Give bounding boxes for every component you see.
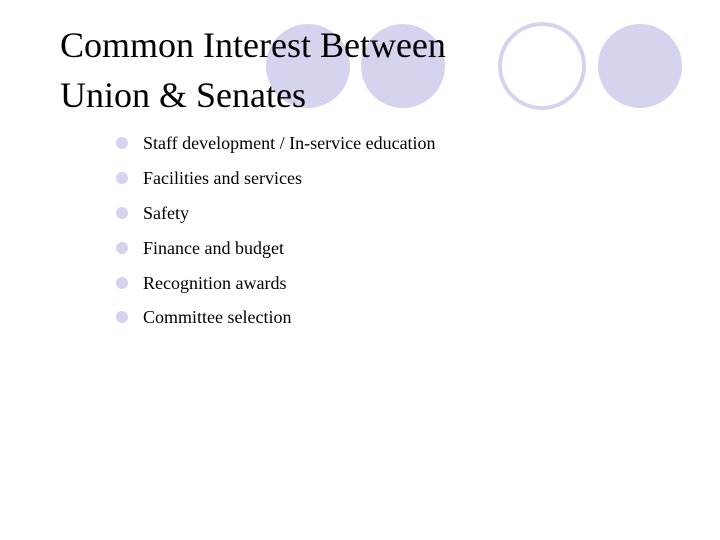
decor-circle-outline-1 xyxy=(500,24,584,108)
bullet-item xyxy=(116,196,436,231)
bullet-icon xyxy=(116,311,128,323)
bullet-item xyxy=(116,230,436,265)
bullet-item xyxy=(116,161,436,196)
slide-title xyxy=(60,20,500,120)
bullet-item xyxy=(116,300,436,335)
decor-circle-filled-3 xyxy=(598,24,682,108)
bullet-icon xyxy=(116,207,128,219)
slide-title-line-2: Union & Senates xyxy=(60,75,306,115)
bullet-icon xyxy=(116,137,128,149)
bullet-icon xyxy=(116,277,128,289)
bullet-item xyxy=(116,265,436,300)
bullet-list xyxy=(116,126,436,335)
slide-title-line-1: Common Interest Between xyxy=(60,25,446,65)
bullet-text: Safety xyxy=(143,202,189,223)
bullet-icon xyxy=(116,172,128,184)
bullet-text: Committee selection xyxy=(143,307,292,328)
bullet-text: Finance and budget xyxy=(143,237,284,258)
bullet-text: Facilities and services xyxy=(143,168,302,189)
bullet-text: Recognition awards xyxy=(143,272,287,293)
bullet-text: Staff development / In-service education xyxy=(143,133,436,154)
bullet-item xyxy=(116,126,436,161)
bullet-icon xyxy=(116,242,128,254)
